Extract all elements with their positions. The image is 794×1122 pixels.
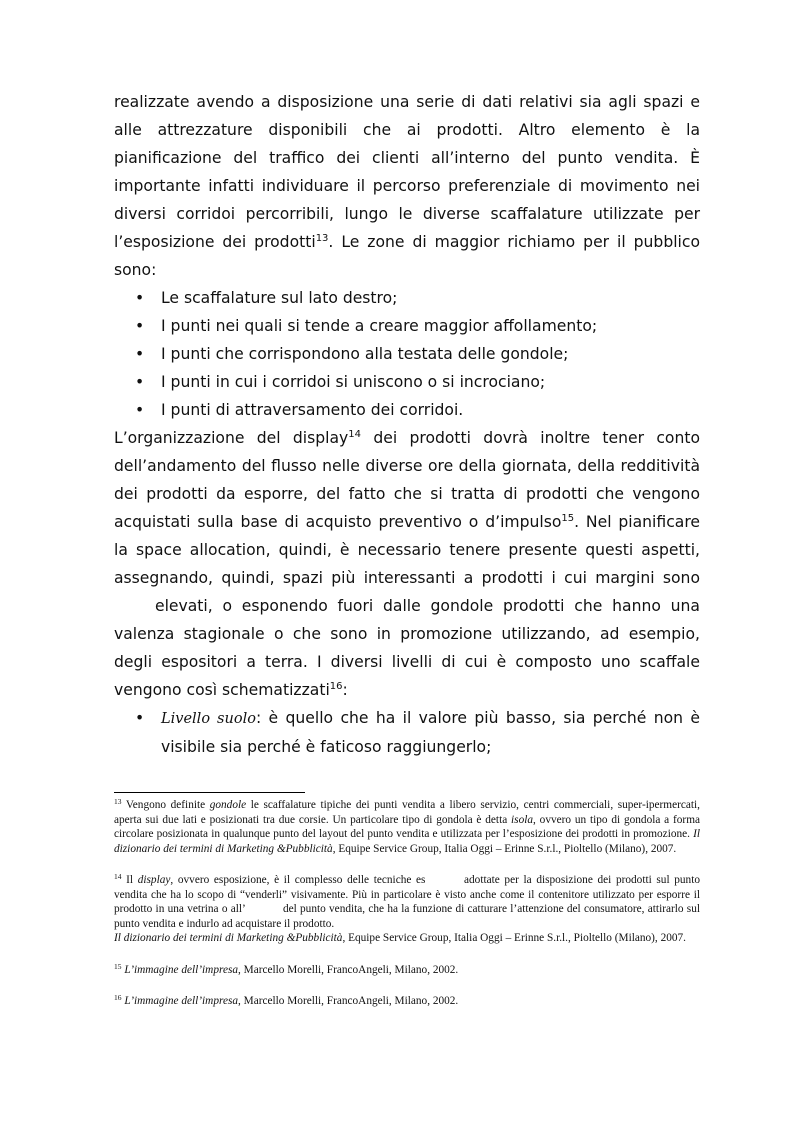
footnote-separator bbox=[114, 792, 305, 793]
footnote-ref-14[interactable]: 14 bbox=[348, 429, 362, 440]
bullet-icon: • bbox=[135, 345, 145, 363]
footnote-16: $^{16}$ L’immagine dell’impresa, Marcello Morelli, FrancoAngeli, Milano, 2002. bbox=[114, 993, 459, 1007]
level-term: Livello suolo bbox=[161, 711, 256, 727]
list-item: • I punti che corrispondono alla testata delle gondole; bbox=[114, 340, 700, 368]
footnote-ref-13[interactable]: 13 bbox=[315, 233, 329, 244]
footnote-ref-16[interactable]: 16 bbox=[329, 681, 343, 692]
footnote-15: $^{15}$ L’immagine dell’impresa, Marcello Morelli, FrancoAngeli, Milano, 2002. bbox=[114, 961, 459, 976]
footnote-14: $^{14}$ Il display, ovvero esposizione, è il complesso delle tecniche es adottate per la disposizione dei prodotti sul punto vendita che ha lo scopo di “venderli” visivamente. Più in particolare è visto anche come il contenitore utilizzato per esporre il prodotto in una vetrina o all’ del punto vendita, che ha la funzione di catturare l’attenzione del consumatore, attirarlo sul punto vendita e indurlo ad acquistare il prodotto. Il dizionario dei termini di Marketing &Pubblicità, Equipe Service Group, Italia Oggi – Erinne S.r.l., Pioltello (Milano), 2007. bbox=[114, 872, 700, 944]
bullet-icon: • bbox=[135, 709, 145, 727]
shelf-levels-list bbox=[114, 704, 700, 761]
main-body-text bbox=[114, 88, 700, 761]
paragraph-display-organization: L’organizzazione del display$^{14}$ dei prodotti dovrà inoltre tener conto dell’andamento del flusso nelle diverse ore della giornata, della redditività dei prodotti da esporre, del fatto che si tratta di prodotti che vengono acquistati sulla base di acquisto preventivo o d’impulso$^{15}$. Nel pianificare la space allocation, quindi, è necessario tenere presente questi aspetti, assegnando, quindi, spazi più interessanti a prodotti i cui margini sono elevati, o esponendo fuori dalle gondole prodotti che hanno una valenza stagionale o che sono in promozione utilizzando, ad esempio, degli espositori a terra. I diversi livelli di cui è composto uno scaffale vengono così schematizzati$^{16}$: bbox=[114, 429, 701, 699]
footnotes-section bbox=[114, 798, 700, 1026]
list-item: • I punti in cui i corridoi si uniscono o si incrociano; bbox=[114, 368, 700, 396]
list-item: • Le scaffalature sul lato destro; bbox=[114, 284, 700, 312]
list-item: • I punti di attraversamento dei corridoi. bbox=[114, 396, 700, 424]
list-item: • Livello suolo: è quello che ha il valore più basso, sia perché non è visibile sia perché è faticoso raggiungerlo; bbox=[114, 704, 700, 761]
attraction-zones-list bbox=[114, 284, 700, 424]
list-item: • I punti nei quali si tende a creare maggior affollamento; bbox=[114, 312, 700, 340]
footnote-ref-15[interactable]: 15 bbox=[561, 513, 575, 524]
bullet-icon: • bbox=[135, 401, 145, 419]
bullet-icon: • bbox=[135, 373, 145, 391]
bullet-icon: • bbox=[135, 317, 145, 335]
paragraph-traffic-planning: realizzate avendo a disposizione una serie di dati relativi sia agli spazi e alle attrezzature disponibili che ai prodotti. Altro elemento è la pianificazione del traffico dei clienti all’interno del punto vendita. È importante infatti individuare il percorso preferenziale di movimento nei diversi corridoi percorribili, lungo le diverse scaffalature utilizzate per l’esposizione dei prodotti$^{13}$. Le zone di maggior richiamo per il pubblico sono: bbox=[114, 93, 701, 279]
bullet-icon: • bbox=[135, 289, 145, 307]
footnote-13: $^{13}$ Vengono definite gondole le scaffalature tipiche dei punti vendita a libero servizio, centri commerciali, super-ipermercati, aperta sui due lati e posizionati tra due corsie. Un particolare tipo di gondola è detta isola, ovvero un tipo di gondola a forma circolare posizionata in qualunque punto del layout del punto vendita e utilizzata per l’esposizione dei prodotti in promozione. Il dizionario dei termini di Marketing &Pubblicità, Equipe Service Group, Italia Oggi – Erinne S.r.l., Pioltello (Milano), 2007. bbox=[114, 797, 700, 855]
